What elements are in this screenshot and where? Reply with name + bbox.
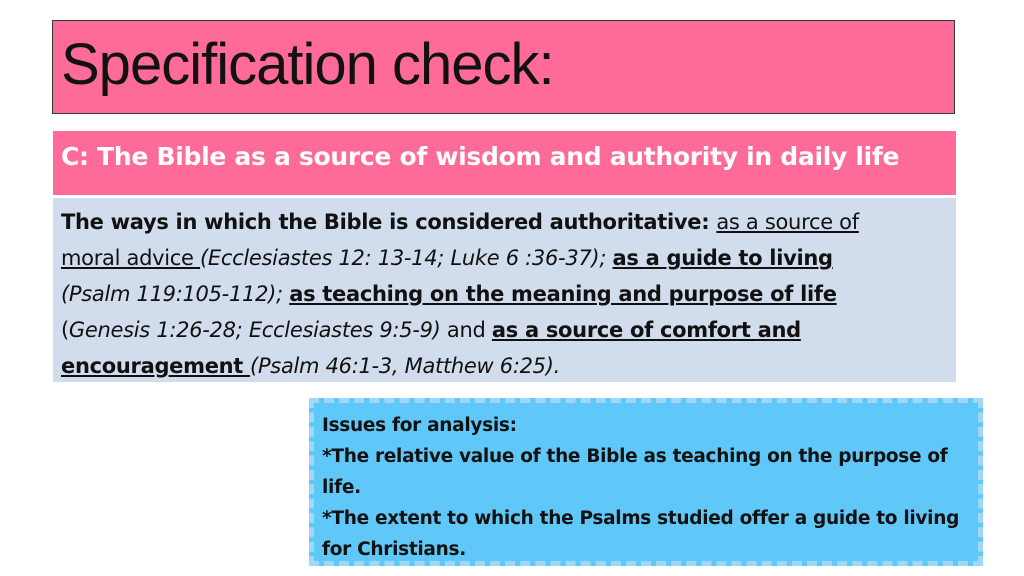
spec-header-box [53,131,956,195]
spec-item3-link: as teaching on the meaning and purpose of life [289,282,837,306]
slide-title: Specification check: [61,32,554,97]
issues-item-2: *The extent to which the Psalms studied offer a guide to living for Christians. [322,508,960,560]
spec-body-box [53,198,956,382]
spec-item2-ref: (Psalm 119:105-112); [61,282,283,306]
issues-item-1: *The relative value of the Bible as teaching on the purpose of life. [322,446,948,498]
title-box [52,20,955,114]
spec-item3-ref: Genesis 1:26-28; Ecclesiastes 9:5-9) [68,318,441,342]
spec-header-title: C: The Bible as a source of wisdom and authority in daily life [61,142,900,171]
spec-item1-link: as a source of [716,210,859,234]
spec-and-word: and [440,318,492,342]
spec-item1-link-cont: moral advice [61,246,201,270]
spec-item4-link: as a source of comfort and [491,318,801,342]
spec-item2-link: as a guide to living [612,246,833,270]
spec-item3-ref-open: ( [61,318,69,342]
spec-item1-ref: (Ecclesiastes 12: 13-14; Luke 6 :36-37); [200,246,607,270]
issues-text [322,410,977,565]
spec-lead: The ways in which the Bible is considered authoritative: [61,210,717,234]
spec-body-text [61,204,951,384]
spec-item4-ref: (Psalm 46:1-3, Matthew 6:25). [250,354,560,378]
issues-box [309,398,983,566]
issues-heading: Issues for analysis: [322,415,517,436]
spec-item4-link-cont: encouragement [61,354,251,378]
